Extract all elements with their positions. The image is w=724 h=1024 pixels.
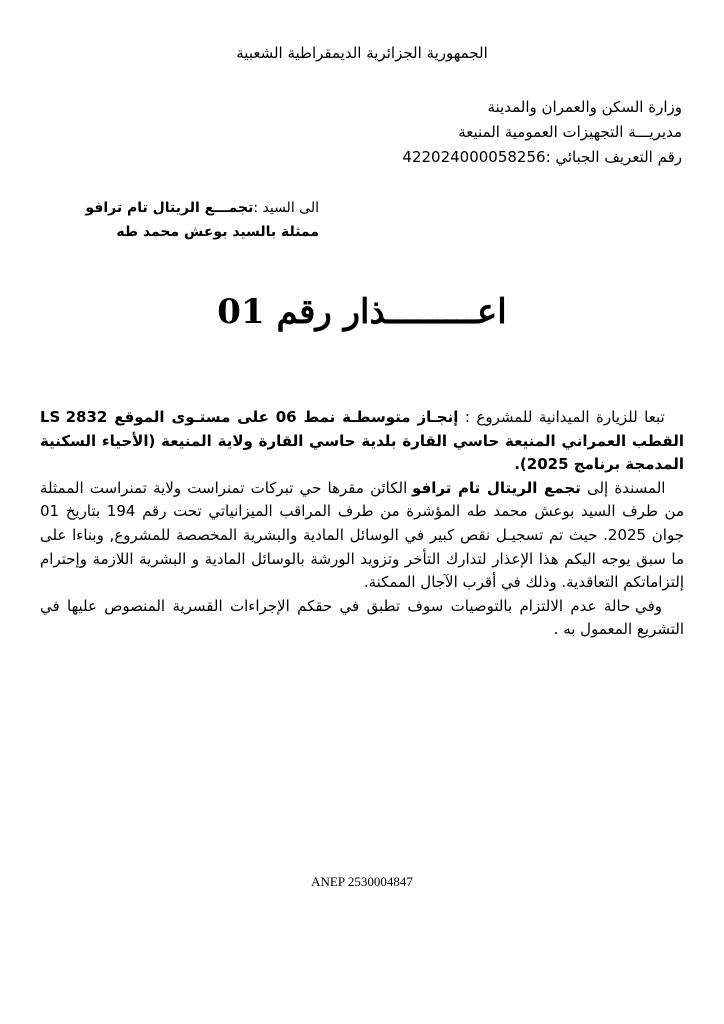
contractor-name: تجمع الريتال تام ترافو	[412, 478, 581, 497]
body-paragraph-2	[40, 477, 684, 595]
addressee-name: تجمـــع الريتال تام ترافو	[85, 200, 254, 216]
addressee-representative: ممثلة بالسيد بوعش محمد طه	[116, 224, 319, 240]
addressee-block	[39, 196, 319, 244]
body-p2-rest: الكائن مقرها حي تبركات تمنراست ولاية تمنراست الممثلة من طرف السيد بوعش محمد طه المؤشرة من طرف المراقب الميزانياتي تحت رقم 194 بتاريخ 01 جوان 2025. حيث تم تسجيـل نقص كبير في الوسائل المادية والبشرية المخصصة للمشروع, وبناءا على ما سبق يوجه اليكم هذا الإعذار لتدارك التأخر وتزويد الورشة بالوسائل المادية و البشرية اللازمة وإحترام إلتزاماتكم التعاقدية. وذلك في أقرب الآجال الممكنة.	[40, 478, 684, 592]
body-intro: تبعا للزيارة الميدانية للمشروع :	[458, 408, 665, 426]
tax-id: رقم التعريف الجبائي :422024000058256	[402, 148, 682, 166]
body-p2-start: المسندة إلى	[580, 478, 666, 497]
addressee-line	[39, 196, 319, 220]
directorate-name: مديريـــة التجهيزات العمومية المنيعة	[458, 123, 682, 141]
project-description: إنجـاز متوسطـة نمط 06 على مستـوى الموقع LS 2832 القطب العمراني المنيعة حاسي القارة بلدية حاسي القارة ولاية المنيعة (الأحياء السكنية المدمجة برنامج 2025).	[40, 408, 684, 474]
body-p3: وفي حالة عدم الالتزام بالتوصيات سوف تطبق في حقكم الإجراءات القسرية المنصوص عليها في التشريع المعمول به .	[40, 596, 684, 639]
ministry-name: وزارة السكن والعمران والمدينة	[487, 98, 682, 116]
body-paragraph-3	[40, 595, 684, 642]
country-name: الجمهورية الجزائرية الديمقراطية الشعبية	[236, 44, 488, 62]
notice-title: اعـــــــــذار رقم 01	[217, 292, 507, 332]
notice-body	[40, 406, 684, 642]
anep-reference: ANEP 2530004847	[311, 874, 413, 889]
issuer-block	[262, 95, 682, 170]
body-paragraph-1	[40, 406, 684, 477]
addressee-prefix: الى السيد :	[253, 200, 319, 216]
